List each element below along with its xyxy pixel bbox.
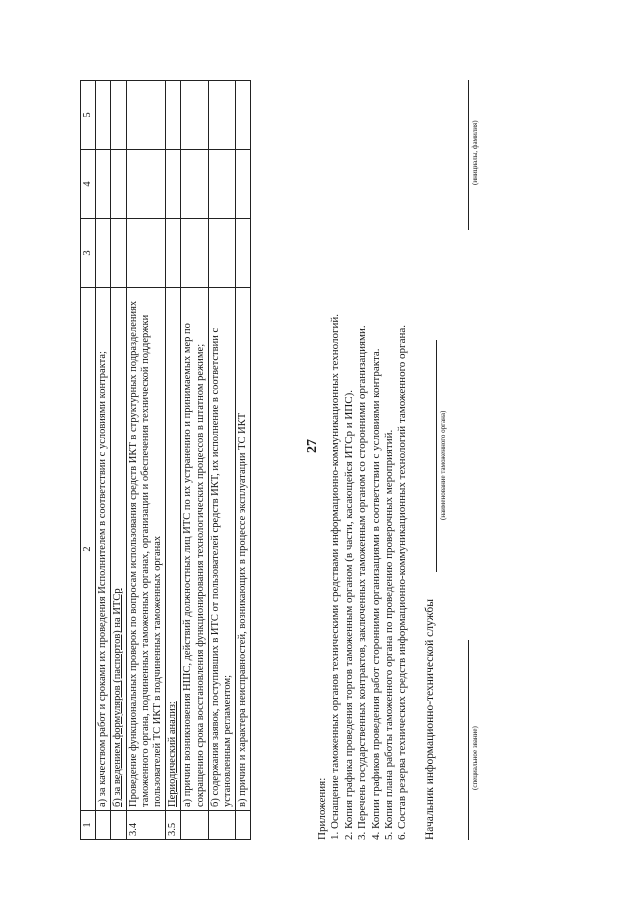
page-number: 27 [305,439,320,453]
table-row [111,81,126,840]
row-cell-3 [236,219,251,288]
appendix-item: 6. Состав резерва технических средств информационно-коммуникационных технологий таможенного органа. [396,325,409,840]
report-table [80,80,251,840]
row-cell-4 [111,150,126,219]
row-cell-5 [181,81,208,150]
name-caption: (инициалы, фамилия) [471,120,479,185]
header-cell-4: 4 [81,150,96,219]
row-text: а) за качеством работ и сроками их проведения Исполнителем в соответствии с условиями контракта; [96,288,111,811]
row-cell-3 [181,219,208,288]
appendix-item: 4. Копии графиков проведения работ сторонними организациями в соответствии с условиями контракта. [369,348,382,840]
row-number [236,811,251,840]
row-text: Периодический анализ: [166,288,181,811]
row-number [111,811,126,840]
row-text: а) причин возникновения НШС, действий должностных лиц ИТС по их устранению и принимаемых мер по сокращению срока восстановления функционирования технологических процессов в штатном режиме; [181,288,208,811]
row-cell-4 [236,150,251,219]
row-cell-4 [126,150,166,219]
row-cell-4 [166,150,181,219]
row-text: Проведение функциональных проверок по вопросам использования средств ИКТ в структурных подразделениях таможенного органа, подчиненных таможенных органах, организации и обеспечения технической поддержки пользователей ТС ИКТ в подчиненных таможенных органах [126,288,166,811]
table-row [208,81,235,840]
org-name-line [436,340,437,572]
appendix-item: 1. Оснащение таможенных органов техническими средствами информационно-коммуникационных технологий. [329,313,342,840]
row-text: б) содержания заявок, поступивших в ИТС от пользователей средств ИКТ, их исполнение в соответствии с установленным регламентом; [208,288,235,811]
header-cell-3: 3 [81,219,96,288]
name-line [468,80,469,230]
row-cell-5 [208,81,235,150]
row-text: б) за ведением формуляров (паспортов) на ИТСр [111,288,126,811]
row-number [96,811,111,840]
header-cell-2: 2 [81,288,96,811]
row-cell-5 [96,81,111,150]
signature-title: Начальник информационно-технической службы [424,599,436,840]
row-text: в) причин и характера неисправностей, возникающих в процессе эксплуатации ТС ИКТ [236,288,251,811]
signature-block [424,80,494,840]
header-cell-1: 1 [81,811,96,840]
row-cell-3 [208,219,235,288]
row-cell-5 [111,81,126,150]
row-number: 3.5 [166,811,181,840]
row-cell-4 [208,150,235,219]
row-cell-3 [126,219,166,288]
row-cell-3 [96,219,111,288]
table-header-row [81,81,96,840]
row-cell-5 [236,81,251,150]
row-number: 3.4 [126,811,166,840]
row-cell-3 [166,219,181,288]
row-cell-3 [111,219,126,288]
appendix-item: 5. Копия плана работы таможенного органа по проведению проверочных мероприятий. [383,429,396,840]
appendix-item: 2. Копия графика проведения торгов таможенным органом (в части, касающейся ИТСр и ИПС). [342,390,355,840]
appendix-list [316,80,410,840]
table-row [166,81,181,840]
row-cell-4 [181,150,208,219]
row-cell-5 [126,81,166,150]
table-row [181,81,208,840]
row-number [181,811,208,840]
table-row [236,81,251,840]
rotated-page-content [80,80,500,840]
org-name-caption: (наименование таможенного органа) [439,410,447,520]
appendix-title: Приложения: [316,777,328,840]
appendix-item: 3. Перечень государственных контрактов, заключенных таможенным органом со сторонними организациями. [356,325,369,840]
rank-line [468,640,469,840]
row-cell-5 [166,81,181,150]
rank-caption: (специальное звание) [471,726,479,790]
table-row [96,81,111,840]
row-cell-4 [96,150,111,219]
header-cell-5: 5 [81,81,96,150]
row-number [208,811,235,840]
table-row [126,81,166,840]
